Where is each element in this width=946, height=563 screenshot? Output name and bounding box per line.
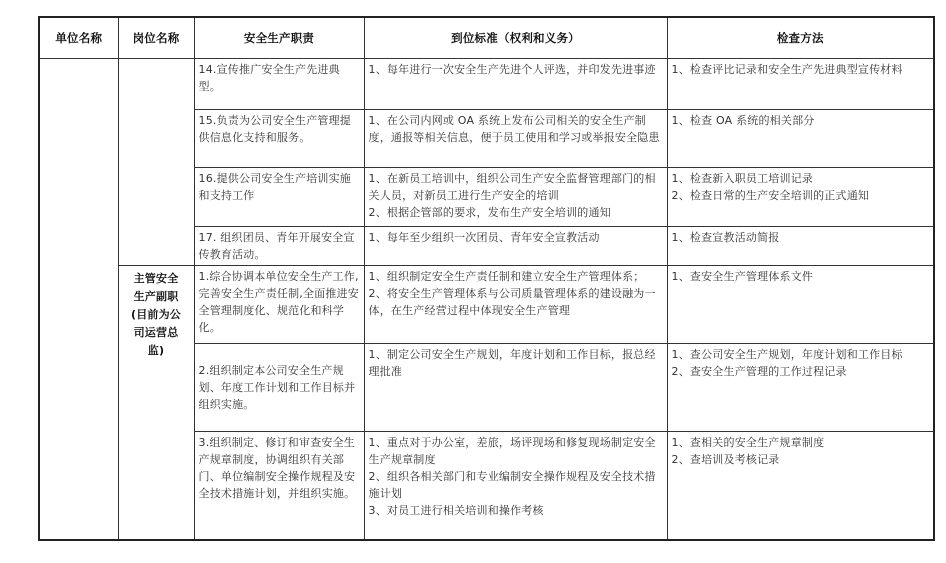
table-row bbox=[39, 59, 934, 110]
check-line: 1、检查新入职员工培训记录 bbox=[671, 172, 814, 185]
safety-duty-table bbox=[38, 16, 935, 541]
standard-line: 1、每年进行一次安全生产先进个人评选，并印发先进事迹 bbox=[368, 63, 656, 76]
standard-cell bbox=[364, 266, 667, 344]
check-cell bbox=[667, 266, 934, 344]
post-title-line: 主管安全 bbox=[133, 272, 179, 285]
check-cell bbox=[667, 59, 934, 110]
post-title-line: 监) bbox=[147, 344, 165, 357]
standard-cell bbox=[364, 227, 667, 266]
check-line: 1、查公司安全生产规划，年度计划和工作目标 bbox=[671, 348, 903, 361]
duty-cell: 15.负责为公司安全生产管理提供信息化支持和服务。 bbox=[194, 110, 364, 168]
standard-line: 1、组织制定安全生产责任制和建立安全生产管理体系； bbox=[368, 270, 645, 283]
check-line: 1、检查 OA 系统的相关部分 bbox=[671, 114, 815, 127]
post-cell-deputy bbox=[118, 266, 194, 540]
standard-line: 1、重点对于办公室，差旅，场评现场和修复现场制定安全生产规章制度 bbox=[368, 436, 656, 466]
check-line: 1、检查评比记录和安全生产先进典型宣传材料 bbox=[671, 63, 903, 76]
standard-line: 1、在新员工培训中，组织公司生产安全监督管理部门的相关人员，对新员工进行生产安全的培训 bbox=[368, 172, 656, 202]
standard-cell bbox=[364, 168, 667, 227]
check-line: 1、查安全生产管理体系文件 bbox=[671, 270, 814, 283]
post-title-line: 司运营总 bbox=[133, 326, 179, 339]
standard-cell bbox=[364, 432, 667, 540]
duty-cell: 16.提供公司安全生产培训实施和支持工作 bbox=[194, 168, 364, 227]
standard-line: 2、组织各相关部门和专业编制安全操作规程及安全技术措施计划 bbox=[368, 470, 656, 500]
standard-cell bbox=[364, 110, 667, 168]
header-unit: 单位名称 bbox=[39, 17, 118, 59]
check-cell bbox=[667, 344, 934, 432]
duty-cell: 17. 组织团员、青年开展安全宣传教育活动。 bbox=[194, 227, 364, 266]
post-cell-empty bbox=[118, 59, 194, 266]
duty-cell: 14.宣传推广安全生产先进典型。 bbox=[194, 59, 364, 110]
check-line: 2、查安全生产管理的工作过程记录 bbox=[671, 365, 847, 378]
standard-line: 1、制定公司安全生产规划，年度计划和工作目标，报总经理批准 bbox=[368, 348, 656, 378]
standard-line: 2、根据企管部的要求，发布生产安全培训的通知 bbox=[368, 206, 611, 219]
post-title-line: (目前为公 bbox=[130, 308, 182, 321]
duty-cell: 1.综合协调本单位安全生产工作,完善安全生产责任制,全面推进安全管理制度化、规范化和科学化。 bbox=[194, 266, 364, 344]
check-line: 1、检查宣教活动简报 bbox=[671, 231, 780, 244]
header-post: 岗位名称 bbox=[118, 17, 194, 59]
unit-cell bbox=[39, 59, 118, 540]
standard-line: 3、对员工进行相关培训和操作考核 bbox=[368, 504, 544, 517]
header-standard: 到位标准（权利和义务） bbox=[364, 17, 667, 59]
header-check: 检查方法 bbox=[667, 17, 934, 59]
standard-line: 1、在公司内网或 OA 系统上发布公司相关的安全生产制度，通报等相关信息，便于员工使用和学习或举报安全隐患 bbox=[368, 114, 660, 144]
duty-cell: 3.组织制定、修订和审查安全生产规章制度，协调组织有关部门、单位编制安全操作规程及安全技术措施计划，并组织实施。 bbox=[194, 432, 364, 540]
check-line: 2、检查日常的生产安全培训的正式通知 bbox=[671, 189, 870, 202]
check-line: 2、查培训及考核记录 bbox=[671, 453, 780, 466]
table-header-row bbox=[39, 17, 934, 59]
check-cell bbox=[667, 227, 934, 266]
post-title-line: 生产副职 bbox=[133, 290, 179, 303]
check-line: 1、查相关的安全生产规章制度 bbox=[671, 436, 825, 449]
standard-cell bbox=[364, 59, 667, 110]
standard-line: 1、每年至少组织一次团员、青年安全宣教活动 bbox=[368, 231, 600, 244]
standard-line: 2、将安全生产管理体系与公司质量管理体系的建设融为一体，在生产经营过程中体现安全生产管理 bbox=[368, 287, 656, 317]
duty-cell: 2.组织制定本公司安全生产规划、年度工作计划和工作目标并组织实施。 bbox=[194, 344, 364, 432]
check-cell bbox=[667, 432, 934, 540]
check-cell bbox=[667, 110, 934, 168]
standard-cell bbox=[364, 344, 667, 432]
header-duty: 安全生产职责 bbox=[194, 17, 364, 59]
check-cell bbox=[667, 168, 934, 227]
document-page bbox=[38, 16, 933, 541]
table-row bbox=[39, 266, 934, 344]
